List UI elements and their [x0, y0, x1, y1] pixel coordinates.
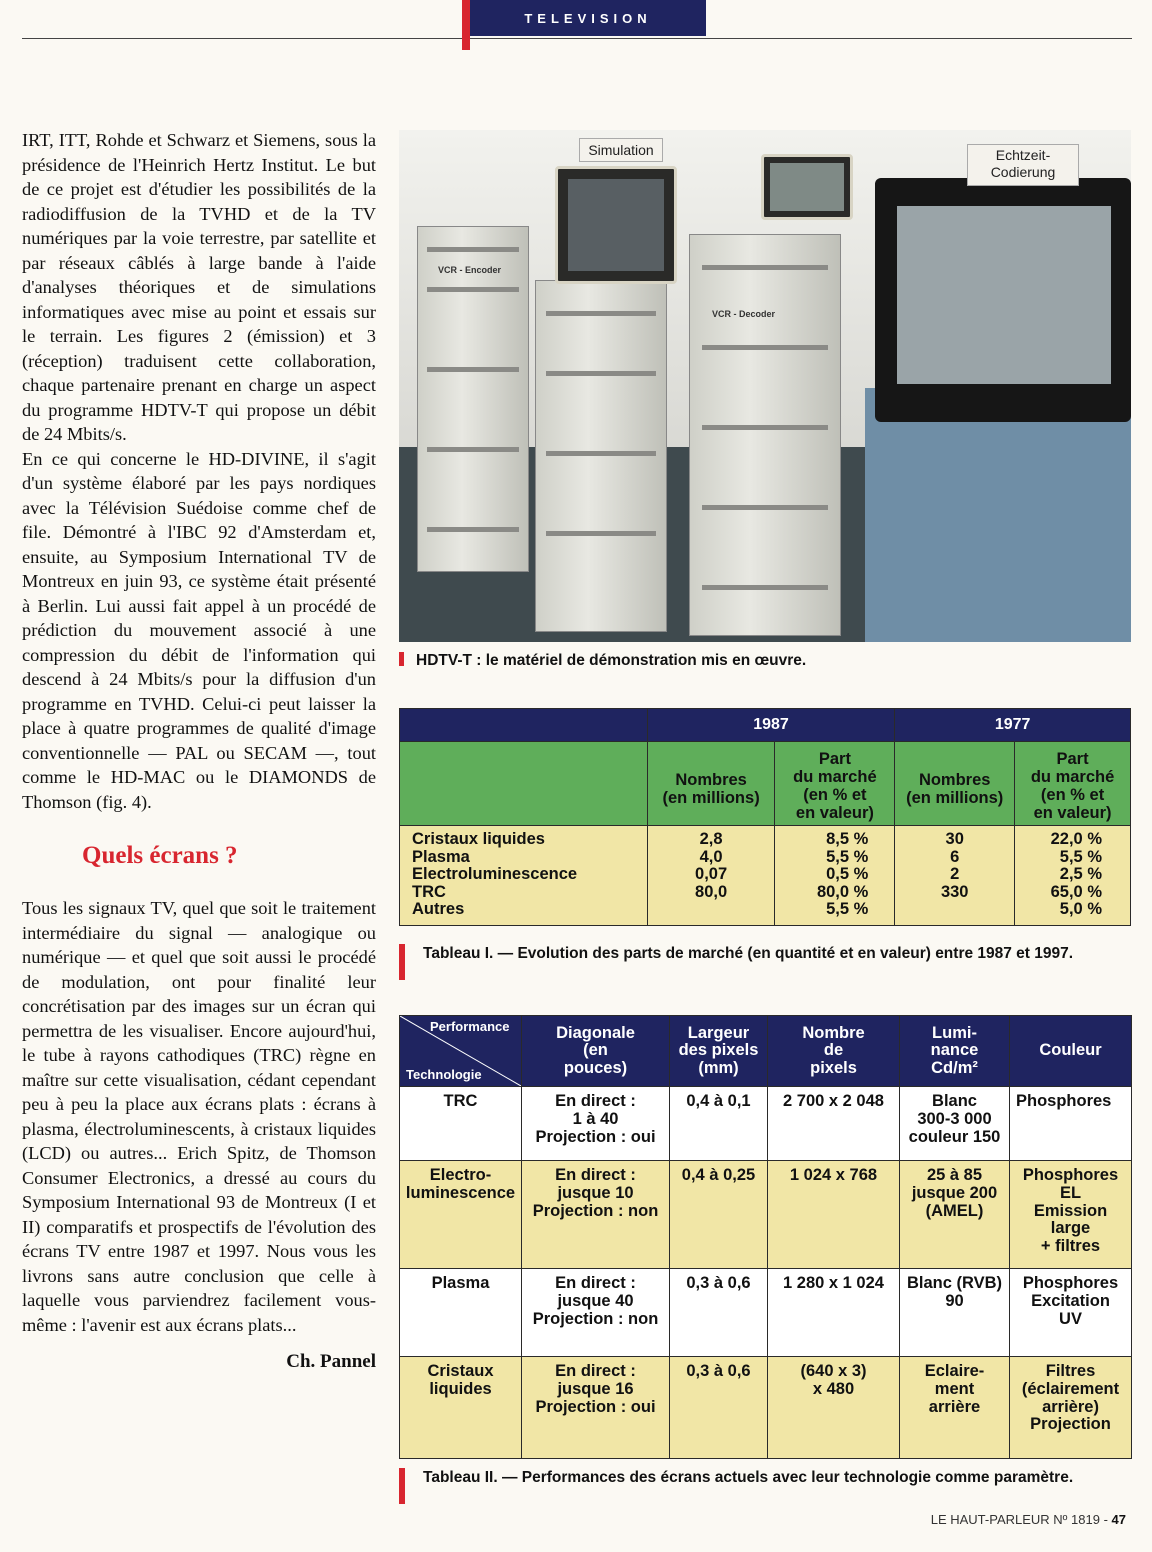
- t2-cell: (640 x 3) x 480: [768, 1357, 900, 1459]
- t1-label: Plasma: [412, 847, 470, 866]
- t1-value: 4,0: [699, 847, 723, 866]
- section-heading: Quels écrans ?: [82, 842, 238, 869]
- table1-caption-text: Tableau I. — Evolution des parts de marché (en quantité et en valeur) entre 1987 et 1997.: [423, 945, 1074, 962]
- decoder-rack: [689, 234, 841, 636]
- caption-marker: [399, 944, 405, 980]
- table-row: [400, 1357, 1132, 1459]
- table-row: [400, 1087, 1132, 1161]
- t2-cell: En direct : jusque 16 Projection : oui: [522, 1357, 670, 1459]
- t2-cell: Filtres (éclairement arrière) Projection: [1010, 1357, 1132, 1459]
- sign-echtzeit: Echtzeit- Codierung: [967, 144, 1079, 186]
- small-lcd-monitor: [761, 154, 853, 220]
- t2-tech: TRC: [400, 1087, 522, 1161]
- t2-cell: Blanc 300-3 000 couleur 150: [900, 1087, 1010, 1161]
- caption-marker: [399, 1468, 405, 1504]
- author-signature: Ch. Pannel: [286, 1351, 376, 1372]
- table1-caption: [399, 944, 1113, 963]
- table1-nombres-b: [895, 826, 1015, 926]
- t1-label: Autres: [412, 900, 465, 919]
- equipment-photo: [399, 130, 1131, 642]
- t1-value: 5,5 %: [826, 900, 869, 919]
- t1-value: 5,0 %: [1059, 900, 1102, 919]
- page-number: 47: [1111, 1512, 1126, 1527]
- decoder-label: VCR - Decoder: [712, 309, 776, 319]
- t2-cell: En direct : jusque 10 Projection : non: [522, 1161, 670, 1269]
- table1-label-header: [400, 742, 648, 826]
- tv-cabinet: [865, 388, 1131, 642]
- t2-cell: Phosphores: [1010, 1087, 1132, 1161]
- t2-cell: 0,3 à 0,6: [670, 1357, 768, 1459]
- crt-monitor: [555, 166, 677, 284]
- t2-header: Diagonale (en pouces): [522, 1016, 670, 1087]
- paragraph-1: IRT, ITT, Rohde et Schwarz et Siemens, sous la présidence de l'Heinrich Hertz Institut. Le but de ce projet est d'étudier les possibilités de la radiodiffusion de la TVHD et de la TV numériques par la voie terrestre, par satellite et par réseaux câblés à large bande à l'aide d'analyses théoriques et de simulations informatiques avec mise au point et essais sur le terrain. Les figures 2 (émission) et 3 (réception) traduisent cette collaboration, chaque partenaire prenant en charge un aspect du programme HDTV-T qui propose un débit de 24 Mbits/s.: [22, 130, 376, 444]
- t1-label: Cristaux liquides: [412, 830, 545, 848]
- t1-value: 65,0 %: [1050, 882, 1102, 901]
- table1-col-nombres-a: Nombres (en millions): [647, 742, 775, 826]
- header-rule: [22, 38, 1132, 39]
- t2-header: Nombre de pixels: [768, 1016, 900, 1087]
- t2-cell: 0,3 à 0,6: [670, 1269, 768, 1357]
- page-footer: [931, 1512, 1126, 1527]
- table1-labels: [400, 826, 648, 926]
- t1-value: 22,0 %: [1050, 830, 1102, 848]
- table1-col-part-b: Part du marché (en % et en valeur): [1015, 742, 1131, 826]
- t2-tech: Plasma: [400, 1269, 522, 1357]
- t1-label: TRC: [412, 882, 446, 901]
- t2-cell: 1 280 x 1 024: [768, 1269, 900, 1357]
- t2-tech: Cristaux liquides: [400, 1357, 522, 1459]
- table1-year-b: 1977: [895, 709, 1131, 742]
- table2-caption-text: Tableau II. — Performances des écrans actuels avec leur technologie comme paramètre.: [423, 1469, 1074, 1486]
- t2-cell: En direct : 1 à 40 Projection : oui: [522, 1087, 670, 1161]
- t1-value: 2,5 %: [1059, 865, 1102, 884]
- t1-value: 80,0 %: [816, 882, 869, 901]
- t2-cell: Blanc (RVB) 90: [900, 1269, 1010, 1357]
- simulation-rack: [535, 280, 667, 632]
- t1-value: 80,0: [695, 882, 728, 901]
- corner-technologie: Technologie: [406, 1066, 482, 1082]
- table-row: [400, 1269, 1132, 1357]
- t2-cell: 25 à 85 jusque 200 (AMEL): [900, 1161, 1010, 1269]
- photo-caption: [399, 652, 806, 670]
- encoder-label: VCR - Encoder: [438, 265, 502, 275]
- encoder-rack: [417, 226, 529, 572]
- t2-cell: 2 700 x 2 048: [768, 1087, 900, 1161]
- hdtv-screen: [875, 178, 1131, 422]
- t2-header: Lumi- nance Cd/m²: [900, 1016, 1010, 1087]
- t2-cell: Phosphores Excitation UV: [1010, 1269, 1132, 1357]
- t1-value: 6: [950, 847, 960, 866]
- paragraph-2: En ce qui concerne le HD-DIVINE, il s'agit d'un système élaboré par les pays nordiques avec la Télévision Suédoise comme chef de file. Démontré à l'IBC 92 d'Amsterdam et, ensuite, au Symposium International TV de Montreux en juin 93, ce système était présenté à Berlin. Lui aussi fait appel à un procédé de prédiction du mouvement associé à une compression du débit de l'information qui descend à 24 Mbits/s pour la diffusion d'un programme en TVHD. Celui-ci peut laisser la place à quatre programmes de qualité d'image conventionnelle — PAL ou SECAM —, tout comme le HD-MAC ou le DIAMONDS de Thomson (fig. 4).: [22, 448, 376, 812]
- table1-nombres-a: [647, 826, 775, 926]
- t1-value: 30: [945, 830, 964, 848]
- t1-value: 0,5 %: [826, 865, 869, 884]
- table1-part-b: [1015, 826, 1131, 926]
- t1-value: 5,5 %: [826, 847, 869, 866]
- t1-value: 8,5 %: [826, 830, 869, 848]
- t1-value: 2,8: [699, 830, 723, 848]
- t2-cell: 0,4 à 0,1: [670, 1087, 768, 1161]
- magazine-name: LE HAUT-PARLEUR Nº 1819 -: [930, 1512, 1108, 1527]
- photo-caption-text: HDTV-T : le matériel de démonstration mis en œuvre.: [416, 652, 807, 669]
- caption-marker: [399, 652, 404, 666]
- t2-cell: 0,4 à 0,25: [670, 1161, 768, 1269]
- t2-cell: En direct : jusque 40 Projection : non: [522, 1269, 670, 1357]
- table1-col-part-a: Part du marché (en % et en valeur): [775, 742, 895, 826]
- sign-simulation: Simulation: [579, 138, 663, 162]
- t2-header: Largeur des pixels (mm): [670, 1016, 768, 1087]
- table1-part-a: [775, 826, 895, 926]
- section-title: TELEVISION: [524, 10, 652, 26]
- t1-value: 330: [940, 882, 969, 901]
- t1-value: 5,5 %: [1059, 847, 1102, 866]
- table-performance: [399, 1015, 1132, 1459]
- table-row: [400, 1161, 1132, 1269]
- t2-cell: Phosphores EL Emission large + filtres: [1010, 1161, 1132, 1269]
- article-column: [22, 128, 376, 1373]
- t2-tech: Electro- luminescence: [400, 1161, 522, 1269]
- table-market-share: [399, 708, 1131, 926]
- t1-value: 0,07: [695, 865, 728, 884]
- t2-cell: Eclaire- ment arrière: [900, 1357, 1010, 1459]
- table1-col-nombres-b: Nombres (en millions): [895, 742, 1015, 826]
- section-tab: [462, 0, 706, 36]
- corner-performance: Performance: [430, 1019, 510, 1034]
- table1-corner: [400, 709, 648, 742]
- t2-cell: 1 024 x 768: [768, 1161, 900, 1269]
- paragraph-3: Tous les signaux TV, quel que soit le traitement intermédiaire du signal — analogique ou numérique — et quel que soit aussi le procédé de modulation, ont pour finalité leur concrétisation par des images sur un écran qui permettra de les visualiser. Encore aujourd'hui, le tube à rayons cathodiques (TRC) règne en maître sur cette visualisation, cédant cependant peu à peu la place aux écrans plats : écrans à plasma, électroluminescents, à cristaux liquides (LCD) ou autres... Erich Spitz, de Thomson Consumer Electronics, a dressé au cours du Symposium International 93 de Montreux (I et II) comparatifs et prospectifs de l'évolution des écrans TV entre 1987 et 1997. Nous vous les livrons sans autre conclusion que celle à laquelle vous parviendrez facilement vous-même : l'avenir est aux écrans plats...: [22, 898, 376, 1335]
- section-tab-accent: [462, 36, 470, 50]
- t1-value: 2: [950, 865, 960, 884]
- table2-corner: [400, 1016, 522, 1087]
- t1-label: Electroluminescence: [412, 865, 578, 884]
- table1-year-a: 1987: [647, 709, 895, 742]
- t2-header: Couleur: [1010, 1016, 1132, 1087]
- table2-caption: [399, 1468, 1113, 1487]
